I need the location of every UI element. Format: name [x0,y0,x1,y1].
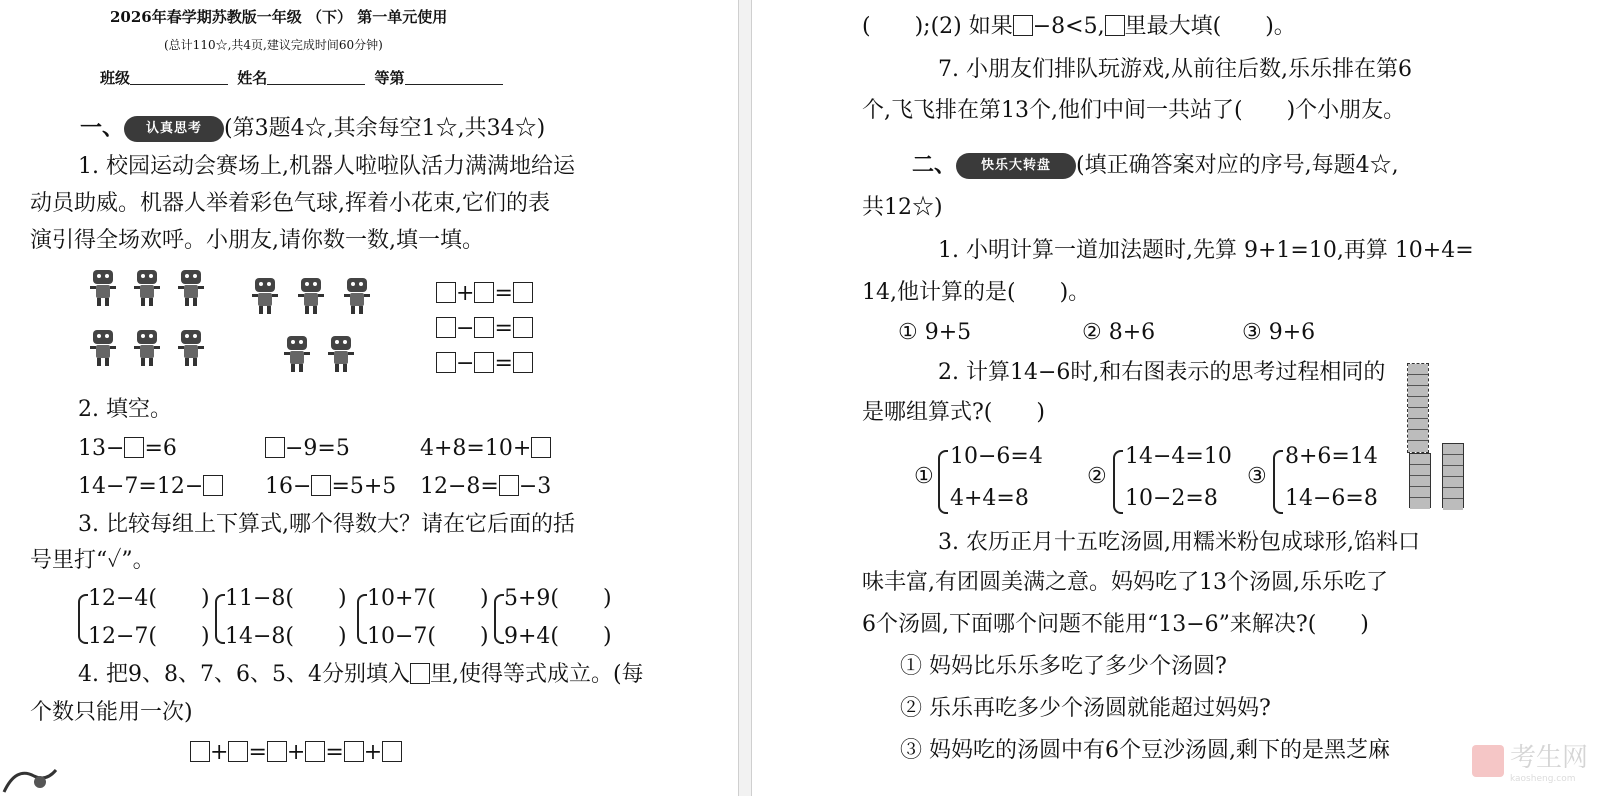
brace [494,594,504,644]
robot-image [132,330,162,366]
r-q3-line2: 味丰富,有团圆美满之意。妈妈吃了13个汤圆,乐乐吃了 [862,570,1388,595]
q4-equation: + = + = + [190,738,402,768]
q1-equation-3 [436,349,533,379]
paper-title: 2026年春学期苏教版一年级 （下） 第一单元使用 [110,8,448,26]
class-field[interactable] [130,68,228,85]
section1-note: (第3题4☆,其余每空1☆,共34☆) [224,116,546,141]
answer-box[interactable] [474,352,494,373]
robot-image [342,278,372,314]
answer-box[interactable] [436,317,456,338]
left-page [0,0,738,796]
expression[interactable]: 12−4( ) [88,586,210,611]
section2-number: 二、 [912,152,957,178]
q2-heading: 2. 填空。 [78,397,172,422]
grade-field[interactable] [405,68,503,85]
name-field[interactable] [267,68,365,85]
expression[interactable]: 11−8( ) [225,586,347,611]
info-fields [100,67,503,88]
q2-item: 16− =5+5 [265,474,397,499]
section1-number: 一、 [80,115,125,141]
class-label: 班级 [100,69,131,87]
answer-box[interactable] [531,437,551,458]
section2-note-line2: 共12☆) [862,195,943,220]
r-q1-line1: 1. 小明计算一道加法题时,先算 9+1=10,再算 10+4= [938,238,1474,263]
r-q2-line1: 2. 计算14−6时,和右图表示的思考过程相同的 [938,360,1386,385]
q2-item: 4+8=10+ [420,434,551,464]
brace [938,450,948,514]
q1-line3: 演引得全场欢呼。小朋友,请你数一数,填一填。 [30,228,484,253]
section1-heading [80,113,545,144]
robot-image [88,270,118,306]
brace [215,594,225,644]
cube-column [1442,443,1464,508]
answer-box[interactable] [436,352,456,373]
answer-box[interactable] [1105,15,1125,36]
r-q1-line2: 14,他计算的是( )。 [862,280,1091,305]
operator: − [456,351,475,376]
section2-note: (填正确答案对应的序号,每题4☆, [1076,153,1399,178]
operator: − [456,316,475,341]
r-q1-option-1[interactable]: ① 9+5 [898,320,972,345]
operator: + [456,281,475,306]
paper-subtitle: (总计110☆,共4页,建议完成时间60分钟) [164,38,383,52]
q2-item: −9=5 [265,434,350,464]
answer-box[interactable] [124,437,144,458]
answer-box[interactable] [513,282,533,303]
answer-box[interactable] [436,282,456,303]
answer-box[interactable] [203,475,223,496]
q4-line2: 个数只能用一次) [30,700,193,725]
robot-image [282,336,312,372]
r-q1-option-2[interactable]: ② 8+6 [1082,320,1156,345]
robot-image [326,336,356,372]
answer-box[interactable] [305,741,325,762]
q1-equation-1 [436,279,533,309]
q6-continuation: ( );(2) 如果 −8<5, 里最大填( )。 [862,14,1296,39]
expression[interactable]: 5+9( ) [504,586,612,611]
operator: = [494,351,513,376]
name-label: 姓名 [237,69,268,87]
q7-line1: 7. 小朋友们排队玩游戏,从前往后数,乐乐排在第6 [938,57,1412,82]
grade-label: 等第 [374,69,405,87]
expression[interactable]: 9+4( ) [504,624,612,649]
answer-box[interactable] [190,741,210,762]
expression[interactable]: 14−8( ) [225,624,347,649]
answer-box[interactable] [1013,15,1033,36]
r-q3-option-1[interactable]: ① 妈妈比乐乐多吃了多少个汤圆? [900,654,1227,679]
answer-box[interactable] [267,741,287,762]
answer-box[interactable] [382,741,402,762]
answer-box[interactable] [344,741,364,762]
answer-box[interactable] [410,663,430,684]
q2-item: 13− =6 [78,436,177,461]
operator: = [494,316,513,341]
r-q2-line2: 是哪组算式?( ) [862,400,1045,425]
cube-column-dashed [1407,363,1429,453]
r-q1-option-3[interactable]: ③ 9+6 [1242,320,1316,345]
r-q3-option-3[interactable]: ③ 妈妈吃的汤圆中有6个豆沙汤圆,剩下的是黑芝麻 [900,738,1390,763]
brace [78,594,88,644]
r-q3-option-2[interactable]: ② 乐乐再吃多少个汤圆就能超过妈妈? [900,696,1271,721]
robot-image [176,270,206,306]
right-page: ( );(2) 如果 −8<5, 里最大填( )。 7. 小朋友们排队玩游戏,从前往后数,乐乐排在第6 个,飞飞排在第13个,他们中间一共站了( )个小朋友。 二、 快乐大转盘 (填正确答案对应的序号,每题4☆, 共12☆) 1. 小明计算一道加法题时,先算 9+1=10,再算 10+4= 14,他计算的是( )。 ① 9+5 ② 8+6 ③ 9+6 2. 计算14−6时,和右图表示的思考过程相同的 是哪组算式?( ) ① 10−6=4 4+4=8 ② 14−4=10 10−2=8 ③ 8+6=14 14−6=8 3. 农历正月十五吃汤圆,用糯米粉包成球形,馅料口 味丰富,有团圆美满之意。妈妈吃了13个汤圆,乐乐吃了 6个汤圆,下面哪个问题不能用“13−6”来解决?( ) ① 妈妈比乐乐多吃了多少个汤圆? ② 乐乐再吃多少个汤圆就能超过妈妈? ③ 妈妈吃的汤圆中有6个豆沙汤圆,剩下的是黑芝麻 考生网 kaosheng.com [752,0,1600,796]
q1-equation-2 [436,314,533,344]
watermark-icon [1472,745,1504,777]
answer-box[interactable] [311,475,331,496]
answer-box[interactable] [499,475,519,496]
answer-box[interactable] [474,282,494,303]
brace [1273,450,1283,514]
expression[interactable]: 10+7( ) [367,586,489,611]
robot-image [176,330,206,366]
robot-image [250,278,280,314]
q3-line1: 3. 比较每组上下算式,哪个得数大？请在它后面的括 [78,512,575,537]
q1-line1: 1. 校园运动会赛场上,机器人啦啦队活力满满地给运 [78,154,575,179]
r-q3-line3: 6个汤圆,下面哪个问题不能用“13−6”来解决?( ) [862,612,1369,637]
q3-line2: 号里打“✓”。 [30,548,155,573]
answer-box[interactable] [228,741,248,762]
q2-item: 14−7=12− [78,472,223,502]
answer-box[interactable] [513,352,533,373]
r-q3-line1: 3. 农历正月十五吃汤圆,用糯米粉包成球形,馅料口 [938,530,1420,555]
section2-banner: 快乐大转盘 [956,153,1076,179]
section1-banner: 认真思考 [124,116,224,142]
q1-line2: 动员助威。机器人举着彩色气球,挥着小花束,它们的表 [30,191,550,216]
robot-image [296,278,326,314]
page-gutter [738,0,752,796]
corner-decoration [0,752,60,796]
answer-box[interactable] [265,437,285,458]
watermark-logo: 考生网 kaosheng.com [1472,737,1588,784]
robot-image [88,330,118,366]
brace [357,594,367,644]
answer-box[interactable] [474,317,494,338]
cube-column [1409,453,1431,508]
operator: = [494,281,513,306]
q4-line1: 4. 把9、8、7、6、5、4分别填入 里,使得等式成立。(每 [78,662,644,687]
section2-heading [912,150,1399,181]
expression[interactable]: 12−7( ) [88,624,210,649]
robot-image [132,270,162,306]
answer-box[interactable] [513,317,533,338]
expression[interactable]: 10−7( ) [367,624,489,649]
q2-item: 12−8= −3 [420,474,552,499]
q7-line2: 个,飞飞排在第13个,他们中间一共站了( )个小朋友。 [862,98,1406,123]
brace [1113,450,1123,514]
